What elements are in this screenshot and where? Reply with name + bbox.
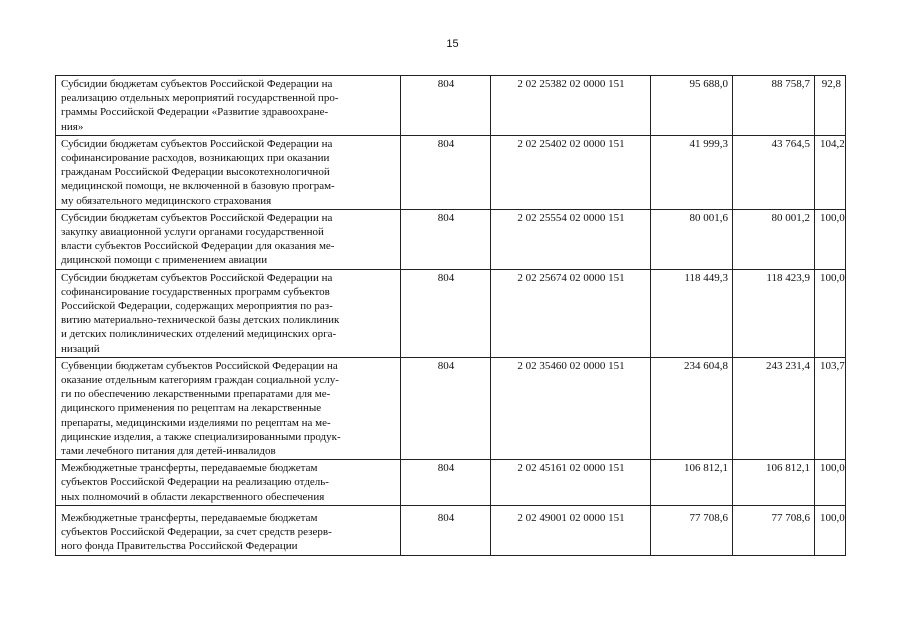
description-line: Субсидии бюджетам субъектов Российской Федерации на xyxy=(61,211,333,224)
value-1-cell: 80 001,6 xyxy=(651,209,733,269)
description-line: граммы Российской Федерации «Развитие здравоохране- xyxy=(61,106,329,119)
budget-classification-code-cell: 2 02 45161 02 0000 151 xyxy=(491,460,651,506)
description-line: субъектов Российской Федерации, за счет средств резерв- xyxy=(61,526,332,539)
description-line: ного фонда Правительства Российской Федерации xyxy=(61,540,298,553)
value-1-cell: 41 999,3 xyxy=(651,135,733,209)
budget-table xyxy=(55,75,846,556)
percent-cell: 104,2 xyxy=(815,135,846,209)
admin-code-cell: 804 xyxy=(401,460,491,506)
percent-cell: 100,0 xyxy=(815,209,846,269)
admin-code-cell: 804 xyxy=(401,209,491,269)
description-line: Межбюджетные трансферты, передаваемые бюджетам xyxy=(61,462,318,475)
description-line: дицинского применения по рецептам на лекарственные xyxy=(61,402,322,415)
description-line: Субсидии бюджетам субъектов Российской Федерации на xyxy=(61,78,333,90)
budget-classification-code-cell: 2 02 25402 02 0000 151 xyxy=(491,135,651,209)
description-line: реализацию отдельных мероприятий государственной про- xyxy=(61,92,339,105)
table-row xyxy=(56,357,846,459)
table-row xyxy=(56,269,846,357)
description-line: власти субъектов Российской Федерации для оказания ме- xyxy=(61,240,335,253)
value-2-cell: 43 764,5 xyxy=(733,135,815,209)
description-line: Субсидии бюджетам субъектов Российской Федерации на xyxy=(61,137,333,150)
description-line: низаций xyxy=(61,342,100,355)
admin-code-cell: 804 xyxy=(401,76,491,136)
admin-code-cell: 804 xyxy=(401,357,491,459)
percent-cell: 103,7 xyxy=(815,357,846,459)
description-line: дицинской помощи с применением авиации xyxy=(61,254,268,267)
row-description xyxy=(56,76,401,136)
row-description xyxy=(56,135,401,209)
description-line: витию материально-технической базы детских поликлиник xyxy=(61,314,340,327)
description-line: препараты, медицинскими изделиями по рецептам на ме- xyxy=(61,416,331,429)
budget-classification-code-cell: 2 02 49001 02 0000 151 xyxy=(491,505,651,555)
percent-cell: 100,0 xyxy=(815,460,846,506)
percent-cell: 100,0 xyxy=(815,269,846,357)
value-1-cell: 118 449,3 xyxy=(651,269,733,357)
value-2-cell: 80 001,2 xyxy=(733,209,815,269)
value-2-cell: 106 812,1 xyxy=(733,460,815,506)
value-1-cell: 77 708,6 xyxy=(651,505,733,555)
description-line: софинансирование расходов, возникающих при оказании xyxy=(61,152,330,165)
value-1-cell: 106 812,1 xyxy=(651,460,733,506)
budget-classification-code-cell: 2 02 25382 02 0000 151 xyxy=(491,76,651,136)
description-line: гражданам Российской Федерации высокотехнологичной xyxy=(61,166,330,179)
value-1-cell: 95 688,0 xyxy=(651,76,733,136)
value-2-cell: 77 708,6 xyxy=(733,505,815,555)
admin-code-cell: 804 xyxy=(401,505,491,555)
row-description xyxy=(56,460,401,506)
table-row xyxy=(56,505,846,555)
table-row xyxy=(56,460,846,506)
description-line: ных полномочий в области лекарственного обеспечения xyxy=(61,490,325,503)
description-line: субъектов Российской Федерации на реализацию отдель- xyxy=(61,476,329,489)
table-row xyxy=(56,209,846,269)
admin-code-cell: 804 xyxy=(401,135,491,209)
description-line: дицинские изделия, а также специализированными продук- xyxy=(61,430,341,443)
percent-cell: 100,0 xyxy=(815,505,846,555)
description-line: му обязательного медицинского страхования xyxy=(61,194,272,207)
description-line: Российской Федерации, содержащих мероприятия по раз- xyxy=(61,300,333,313)
row-description xyxy=(56,209,401,269)
page-number: 15 xyxy=(446,38,459,50)
budget-classification-code-cell: 2 02 25674 02 0000 151 xyxy=(491,269,651,357)
description-line: Субсидии бюджетам субъектов Российской Федерации на xyxy=(61,271,333,284)
description-line: софинансирование государственных программ субъектов xyxy=(61,285,330,298)
description-line: Межбюджетные трансферты, передаваемые бюджетам xyxy=(61,511,318,524)
description-line: ги по обеспечению лекарственными препаратами для ме- xyxy=(61,388,331,401)
budget-classification-code-cell: 2 02 25554 02 0000 151 xyxy=(491,209,651,269)
value-2-cell: 243 231,4 xyxy=(733,357,815,459)
row-description xyxy=(56,357,401,459)
value-2-cell: 88 758,7 xyxy=(733,76,815,136)
budget-classification-code-cell: 2 02 35460 02 0000 151 xyxy=(491,357,651,459)
row-description xyxy=(56,505,401,555)
table-row xyxy=(56,135,846,209)
description-line: тами лечебного питания для детей-инвалидов xyxy=(61,445,276,458)
description-line: Субвенции бюджетам субъектов Российской Федерации на xyxy=(61,359,338,372)
admin-code-cell: 804 xyxy=(401,269,491,357)
table-row xyxy=(56,76,846,136)
description-line: и детских поликлинических отделений медицинских орга- xyxy=(61,328,337,341)
description-line: ния» xyxy=(61,120,84,133)
description-line: медицинской помощи, не включенной в базовую програм- xyxy=(61,180,335,193)
value-1-cell: 234 604,8 xyxy=(651,357,733,459)
row-description xyxy=(56,269,401,357)
percent-cell: 92,8 xyxy=(815,76,846,136)
description-line: закупку авиационной услуги органами государственной xyxy=(61,226,324,239)
value-2-cell: 118 423,9 xyxy=(733,269,815,357)
description-line: оказание отдельным категориям граждан социальной услу- xyxy=(61,374,339,387)
